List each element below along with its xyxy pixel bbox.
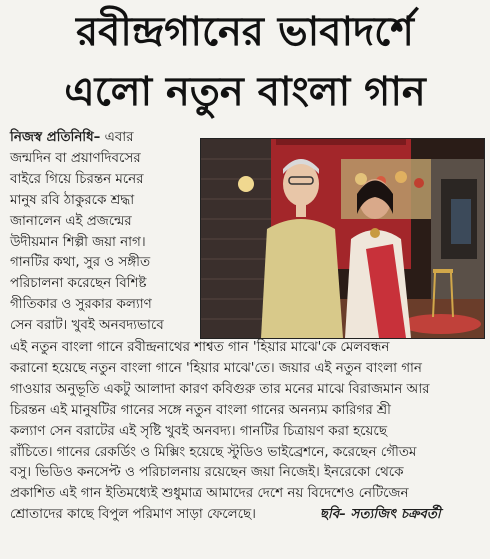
article-line-2: বাইরে গিয়ে চিরন্তন মনের [10, 171, 144, 187]
article-photo [200, 138, 485, 339]
article-line-10: এই নতুন বাংলা গানে রবীন্দ্রনাথের শাশ্বত গান 'হিয়ার মাঝে'কে মেলবন্ধন [10, 340, 390, 355]
article-line-4: জানালেন এই প্রজন্মের [10, 213, 132, 229]
headline [0, 2, 490, 122]
article-line-5: উদীয়মান শিল্পী জয়া নাগ। [10, 234, 146, 250]
headline-line-1: রবীন্দ্রগানের ভাবাদর্শে [76, 9, 414, 55]
article-line-0-text: এবার [104, 130, 134, 145]
article-column-text [10, 128, 198, 337]
article-full-text [10, 338, 480, 526]
article-line-17: প্রকাশিত এই গান ইতিমধ্যেই শুধুমাত্র আমাদের দেশে নয় বিদেশেও নেটিজেন [10, 486, 409, 502]
article-line-12: গাওয়ার অনুভূতি একটু আলাদা কারণ কবিগুরু তার মনের মাঝে বিরাজমান আর [10, 381, 430, 397]
article-line-16: বসু। ভিডিও কনসেপ্ট ও পরিচালনায় রয়েছেন জয়া নিজেই। ইনরেকো থেকে [10, 465, 404, 481]
article-line-15: রাঁচিতে। গানের রেকর্ডিং ও মিক্সিং হয়েছে স্টুডিও ভাইব্রেশনে, করেছেন গৌতম [10, 444, 417, 460]
dateline: নিজস্ব প্রতিনিধি– [10, 130, 101, 145]
article-line-1: জন্মদিন বা প্রয়াণদিবসের [10, 150, 141, 166]
article-line-13: চিরন্তন এই মানুষটির গানের সঙ্গে নতুন বাংলা গানের অনন্যম কারিগর শ্রী [10, 402, 391, 418]
article-line-7: পরিচালনা করেছেন বিশিষ্ট [10, 276, 147, 292]
article-line-9: সেন বরাট। খুবই অনবদ্যভাবে [10, 318, 164, 334]
article-line-8: গীতিকার ও সুরকার কল্যাণ [10, 297, 152, 313]
headline-line-2: এলো নতুন বাংলা গান [64, 69, 426, 115]
article-line-14: কল্যাণ সেন বরাটের এই সৃষ্টি খুবই অনবদ্য। গানটির চিত্রায়ণ করা হয়েছে [10, 423, 387, 439]
photo-illustration [201, 139, 484, 338]
article-line-6: গানটির কথা, সুর ও সঙ্গীত [10, 255, 151, 271]
photo-credit: ছবি– সত্যজিৎ চক্রবর্তী [319, 507, 441, 523]
rug [401, 314, 481, 334]
article-line-18: শ্রোতাদের কাছে বিপুল পরিমাণ সাড়া ফেলেছে। [10, 507, 256, 523]
lamp [238, 176, 254, 192]
article-line-11: করানো হয়েছে নতুন বাংলা গানে 'হিয়ার মাঝে'তে। জয়ার এই নতুন বাংলা গান [10, 360, 422, 376]
article-last-line [10, 505, 480, 526]
article-line-0 [10, 128, 198, 149]
article-line-3: মানুষ রবি ঠাকুরকে শ্রদ্ধা [10, 192, 135, 208]
